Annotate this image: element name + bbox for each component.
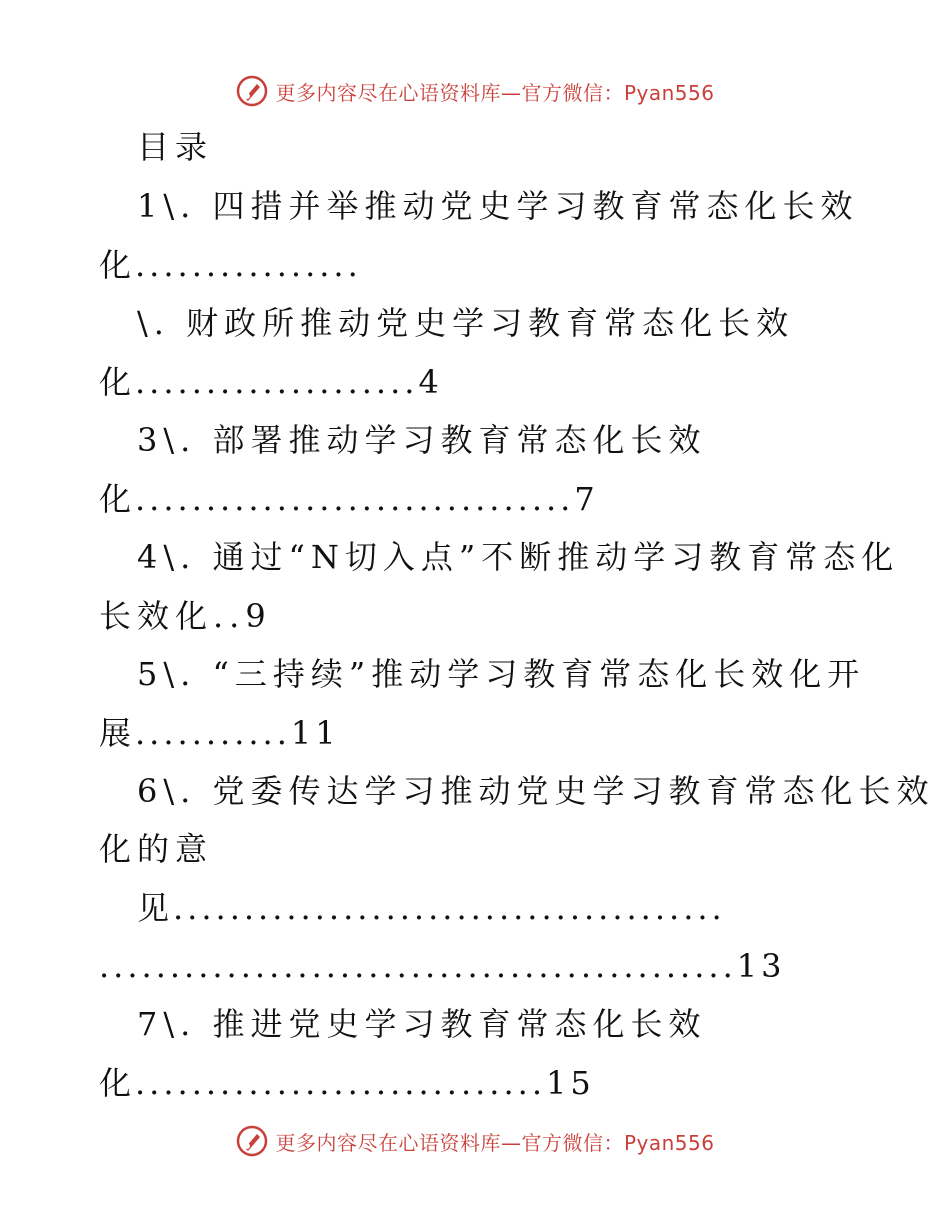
footer-watermark (0, 1121, 950, 1161)
toc-title: 目录 (137, 128, 214, 166)
toc-line: 4\. 通过“N切入点”不断推动学习教育常态化 (137, 538, 900, 576)
watermark-text: 更多内容尽在心语资料库—官方微信：Pyan556 (275, 1130, 715, 1155)
toc-line: 长效化..9 (99, 597, 272, 635)
toc-line: 1\. 四措并举推动党史学习教育常态化长效 (137, 187, 859, 225)
toc-line: 3\. 部署推动学习教育常态化长效 (137, 421, 707, 459)
pen-seal-logo-icon (235, 1124, 269, 1158)
toc-line: 化................ (99, 246, 362, 284)
pen-seal-logo-icon (235, 74, 269, 108)
toc-line: 化.............................15 (99, 1064, 595, 1102)
toc-line: 6\. 党委传达学习推动党史学习教育常态化长效 (137, 772, 935, 810)
toc-line: .............................................13 (99, 947, 786, 985)
toc-line: 7\. 推进党史学习教育常态化长效 (137, 1005, 707, 1043)
toc-line: 化的意 (99, 830, 214, 868)
toc-line: 见....................................... (137, 889, 726, 927)
toc-line: 展...........11 (99, 714, 340, 752)
toc-line: 化...............................7 (99, 480, 599, 518)
header-watermark (0, 71, 950, 111)
toc-line: 化....................4 (99, 363, 443, 401)
watermark-text: 更多内容尽在心语资料库—官方微信：Pyan556 (275, 80, 715, 105)
toc-line: \. 财政所推动党史学习教育常态化长效 (137, 304, 795, 342)
toc-line: 5\. “三持续”推动学习教育常态化长效化开 (137, 655, 866, 693)
